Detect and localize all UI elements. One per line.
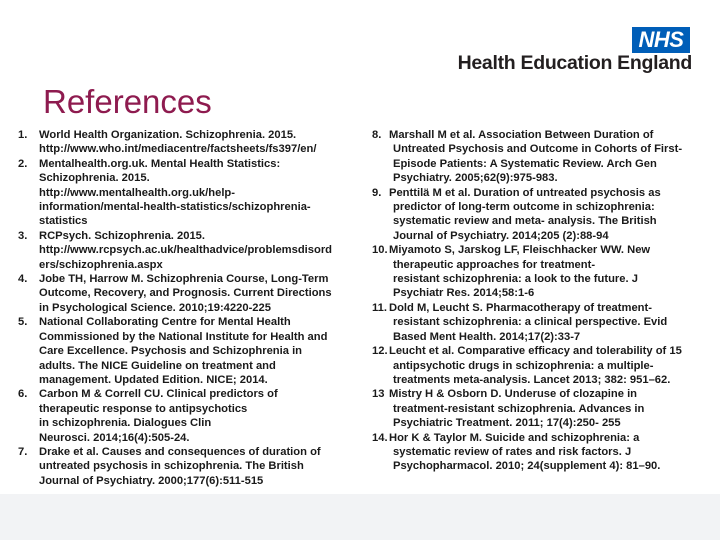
reference-item xyxy=(18,157,363,229)
reference-line: RCPsych. Schizophrenia. 2015. xyxy=(39,229,206,242)
reference-line: http://www.mentalhealth.org.uk/help- xyxy=(39,186,235,199)
reference-item xyxy=(372,431,712,474)
reference-number: 8. xyxy=(372,129,382,141)
reference-line: National Collaborating Centre for Mental Health xyxy=(39,316,291,329)
reference-line: information/mental-health-statistics/schizophrenia- xyxy=(39,201,311,214)
reference-number: 12. xyxy=(372,345,388,358)
reference-line: Outcome, Recovery, and Prognosis. Current Directions xyxy=(39,287,332,300)
reference-number: 2. xyxy=(18,157,28,170)
reference-line: Psychiatry. 2005;62(9):975-983. xyxy=(393,172,558,185)
reference-line: Mentalhealth.org.uk. Mental Health Statistics: xyxy=(39,157,281,170)
reference-line: Dold M, Leucht S. Pharmacotherapy of treatment- xyxy=(389,301,652,314)
reference-line: Hor K & Taylor M. Suicide and schizophrenia: a xyxy=(389,431,640,444)
reference-line: resistant schizophrenia: a look to the future. J xyxy=(393,273,638,286)
reference-line: Marshall M et al. Association Between Duration of xyxy=(389,129,654,141)
reference-line: adults. The NICE Guideline on treatment and xyxy=(39,359,276,372)
nhs-logo-badge: NHS xyxy=(632,27,690,53)
reference-item xyxy=(372,243,712,301)
references-right-column xyxy=(372,128,712,474)
reference-line: Leucht et al. Comparative efficacy and tolerability of 15 xyxy=(389,345,682,358)
reference-number: 4. xyxy=(18,273,28,286)
reference-item xyxy=(372,128,712,186)
reference-line: Jobe TH, Harrow M. Schizophrenia Course, Long-Term xyxy=(39,273,329,286)
reference-item xyxy=(18,445,363,488)
reference-line: statistics xyxy=(39,215,88,228)
reference-number: 14. xyxy=(372,431,388,444)
reference-item xyxy=(372,344,712,387)
reference-number: 1. xyxy=(18,129,28,141)
page-title: References xyxy=(43,83,212,120)
reference-line: Episode Patients: A Systematic Review. Arch Gen xyxy=(393,157,657,170)
organization-name: Health Education England xyxy=(457,52,692,74)
reference-line: resistant schizophrenia: a clinical perspective. Evid xyxy=(393,316,668,329)
reference-line: systematic review and meta- analysis. The British xyxy=(393,215,657,228)
reference-line: therapeutic approaches for treatment- xyxy=(393,258,596,271)
reference-number: 11. xyxy=(372,301,387,314)
reference-line: Untreated Psychosis and Outcome in Cohorts of First- xyxy=(393,143,683,156)
reference-line: Miyamoto S, Jarskog LF, Fleischhacker WW. New xyxy=(389,244,651,257)
reference-line: treatments meta-analysis. Lancet 2013; 382: 951–62. xyxy=(393,373,671,386)
reference-line: untreated psychosis in schizophrenia. The British xyxy=(39,460,304,473)
reference-line: Neurosci. 2014;16(4):505-24. xyxy=(39,431,190,444)
reference-line: Psychopharmacol. 2010; 24(supplement 4): 81–90. xyxy=(393,460,661,473)
reference-line: Based Ment Health. 2014;17(2):33-7 xyxy=(393,330,581,343)
reference-line: Commissioned by the National Institute for Health and xyxy=(39,330,328,343)
reference-line: Psychiatric Treatment. 2011; 17(4):250- 255 xyxy=(393,417,621,430)
reference-line: Journal of Psychiatry. 2014;205 (2):88-94 xyxy=(393,229,609,242)
reference-line: http://www.who.int/mediacentre/factsheets/fs397/en/ xyxy=(39,143,317,156)
references-left-column xyxy=(18,128,363,488)
reference-line: Journal of Psychiatry. 2000;177(6):511-515 xyxy=(39,474,264,487)
reference-number: 13 xyxy=(372,388,385,401)
reference-line: treatment-resistant schizophrenia. Advances in xyxy=(393,402,645,415)
reference-item xyxy=(372,387,712,430)
reference-number: 10. xyxy=(372,244,388,257)
reference-item xyxy=(18,272,363,315)
reference-item xyxy=(18,128,363,157)
reference-number: 5. xyxy=(18,316,28,329)
reference-line: in schizophrenia. Dialogues Clin xyxy=(39,417,212,430)
reference-item xyxy=(18,315,363,387)
reference-item xyxy=(18,229,363,272)
reference-item xyxy=(18,387,363,445)
reference-number: 3. xyxy=(18,229,28,242)
reference-line: World Health Organization. Schizophrenia. 2015. xyxy=(39,129,297,141)
reference-line: ers/schizophrenia.aspx xyxy=(39,258,163,271)
reference-line: Psychiatr Res. 2014;58:1-6 xyxy=(393,287,535,300)
reference-line: systematic review of rates and risk factors. J xyxy=(393,445,632,458)
reference-line: antipsychotic drugs in schizophrenia: a multiple- xyxy=(393,359,654,372)
reference-line: Carbon M & Correll CU. Clinical predictors of xyxy=(39,388,278,401)
reference-line: in Psychological Science. 2010;19:4220-225 xyxy=(39,301,271,314)
reference-line: management. Updated Edition. NICE; 2014. xyxy=(39,373,268,386)
reference-line: Mistry H & Osborn D. Underuse of clozapine in xyxy=(389,388,638,401)
reference-number: 7. xyxy=(18,445,28,458)
reference-line: Drake et al. Causes and consequences of duration of xyxy=(39,445,321,458)
footer-band xyxy=(0,494,720,540)
reference-line: predictor of long-term outcome in schizophrenia: xyxy=(393,201,655,214)
reference-line: Penttilä M et al. Duration of untreated psychosis as xyxy=(389,186,661,199)
reference-line: Care Excellence. Psychosis and Schizophrenia in xyxy=(39,345,303,358)
reference-line: Schizophrenia. 2015. xyxy=(39,172,150,185)
reference-line: http://www.rcpsych.ac.uk/healthadvice/problemsdisord xyxy=(39,244,333,257)
reference-item xyxy=(372,301,712,344)
reference-line: therapeutic response to antipsychotics xyxy=(39,402,248,415)
reference-number: 6. xyxy=(18,388,28,401)
reference-number: 9. xyxy=(372,186,382,199)
reference-item xyxy=(372,186,712,244)
